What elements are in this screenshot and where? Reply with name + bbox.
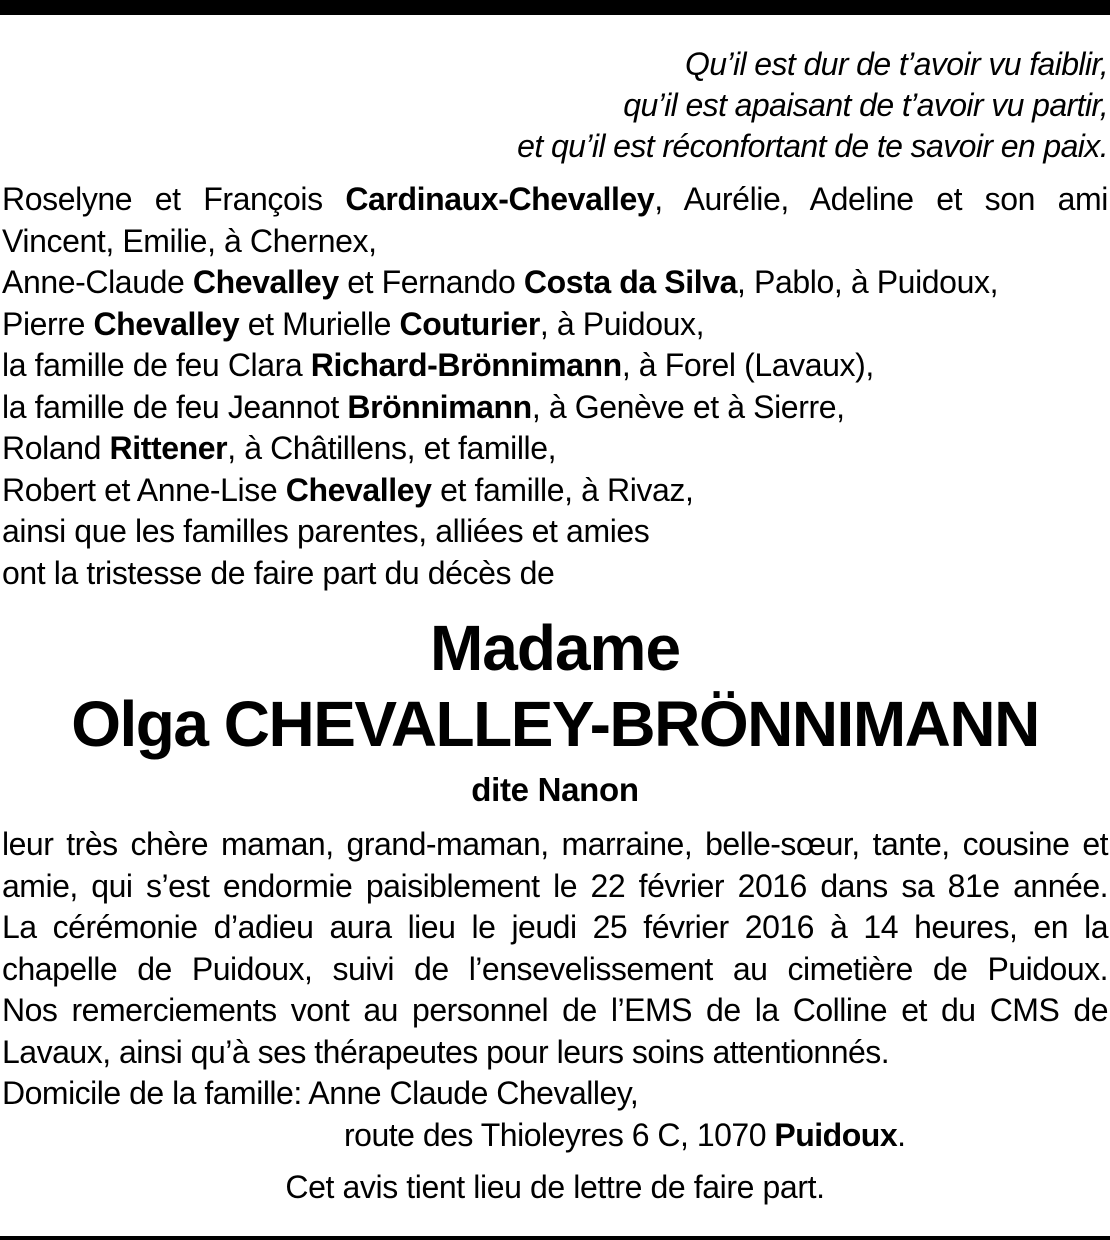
address-text: route des Thioleyres 6 C, 1070 xyxy=(344,1116,775,1153)
family-address xyxy=(2,1115,1108,1157)
deceased-name: Olga CHEVALLEY-BRÖNNIMANN xyxy=(71,688,1039,760)
family-line xyxy=(2,511,1108,553)
family-line xyxy=(2,262,1108,304)
body-line: amie, qui s’est endormie paisiblement le 22 février 2016 dans sa 81e année. xyxy=(2,867,1108,904)
body-line: chapelle de Puidoux, suivi de l’ensevelissement au cimetière de Puidoux. xyxy=(2,950,1108,987)
family-text: Roland xyxy=(2,430,110,466)
poem-line: Qu’il est dur de t’avoir vu faiblir, xyxy=(684,46,1108,82)
family-text: Pierre xyxy=(2,305,94,342)
family-line xyxy=(2,553,1108,595)
deceased-nickname: dite Nanon xyxy=(471,771,639,808)
family-text: , à Châtillens, et famille, xyxy=(227,430,557,466)
address-text: . xyxy=(897,1116,906,1153)
poem-line: et qu’il est réconfortant de te savoir en paix. xyxy=(517,128,1108,164)
family-text: et Murielle xyxy=(239,305,400,342)
body-line: Nos remerciements vont au personnel de l’EMS de la Colline et du CMS de xyxy=(2,992,1108,1028)
body-line: Lavaux, ainsi qu’à ses thérapeutes pour leurs soins attentionnés. xyxy=(2,1033,890,1070)
family-text: et famille, à Rivaz, xyxy=(431,471,694,508)
family-text: , Aurélie, Adeline et son ami xyxy=(654,181,1108,217)
family-surname: Chevalley xyxy=(93,305,240,342)
family-line xyxy=(2,428,1108,470)
family-surname: Chevalley xyxy=(285,471,432,508)
announcement-text: ont la tristesse de faire part du décès de xyxy=(2,554,555,591)
top-rule xyxy=(0,0,1110,15)
family-line xyxy=(2,345,1108,387)
family-list xyxy=(2,179,1108,594)
family-surname: Costa da Silva xyxy=(523,264,738,300)
family-surname: Rittener xyxy=(109,430,228,466)
poem-line: qu’il est apaisant de t’avoir vu partir, xyxy=(623,87,1108,123)
family-surname: Cardinaux-Chevalley xyxy=(345,181,655,217)
family-surname: Chevalley xyxy=(192,264,339,300)
family-line xyxy=(2,179,1108,221)
family-text: , à Puidoux, xyxy=(539,305,705,342)
family-text: la famille de feu Jeannot xyxy=(2,388,348,425)
family-surname: Couturier xyxy=(399,305,540,342)
notice-body xyxy=(2,824,1108,1156)
body-line: La cérémonie d’adieu aura lieu le jeudi 25 février 2016 à 14 heures, en la xyxy=(2,909,1108,945)
family-text: , à Forel (Lavaux), xyxy=(621,347,874,383)
family-text: Vincent, Emilie, à Chernex, xyxy=(2,222,377,259)
family-text: , à Genève et à Sierre, xyxy=(531,388,845,425)
family-address-label: Domicile de la famille: Anne Claude Chevalley, xyxy=(2,1075,639,1111)
body-line: leur très chère maman, grand-maman, marraine, belle-sœur, tante, cousine et xyxy=(2,826,1108,862)
family-text: Roselyne et François xyxy=(2,181,346,217)
family-text: , Pablo, à Puidoux, xyxy=(737,264,999,300)
family-line xyxy=(2,470,1108,512)
family-line xyxy=(2,387,1108,429)
family-text: et Fernando xyxy=(338,264,524,300)
deceased-title: Madame xyxy=(429,612,681,684)
family-text: ainsi que les familles parentes, alliées et amies xyxy=(2,513,650,549)
family-surname: Richard-Brönnimann xyxy=(310,347,622,383)
family-text: Anne-Claude xyxy=(2,264,193,300)
family-line xyxy=(2,304,1108,346)
family-text: Robert et Anne-Lise xyxy=(2,471,286,508)
bottom-rule xyxy=(0,1236,1110,1240)
family-text: la famille de feu Clara xyxy=(2,347,311,383)
epigraph-poem xyxy=(517,44,1108,167)
address-town: Puidoux xyxy=(774,1116,898,1153)
closing-note: Cet avis tient lieu de lettre de faire part. xyxy=(285,1169,825,1205)
family-surname: Brönnimann xyxy=(347,388,532,425)
family-line xyxy=(2,221,1108,263)
